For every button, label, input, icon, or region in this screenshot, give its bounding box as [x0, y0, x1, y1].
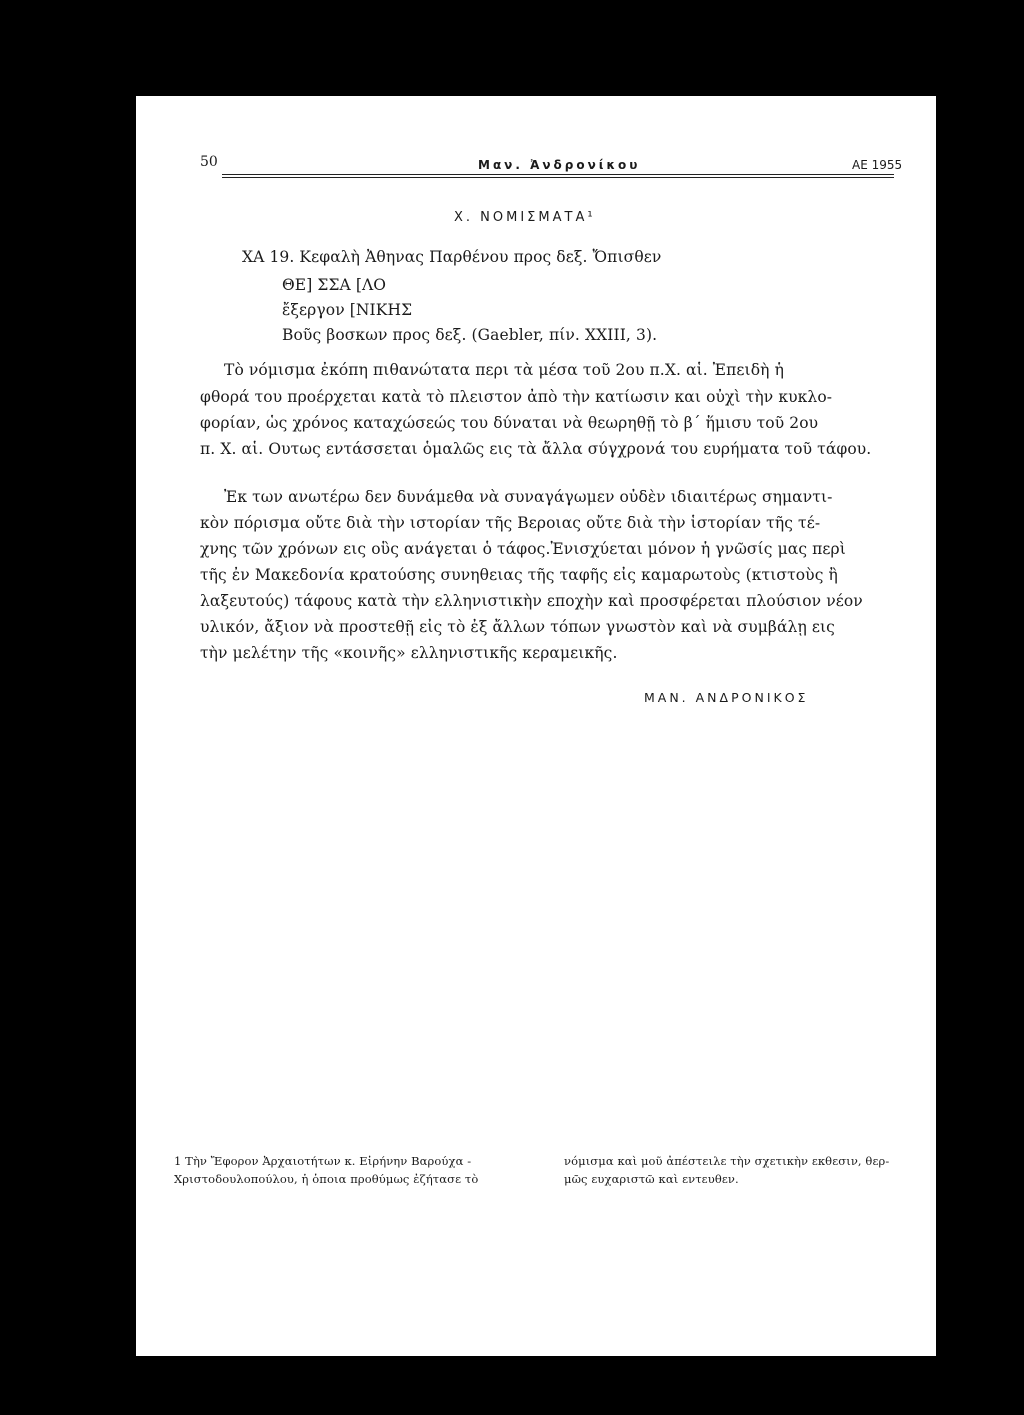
section-heading: Χ. ΝΟΜΙΣΜΑΤΑ¹ [454, 210, 596, 225]
author-signature: ΜΑΝ. ΑΝΔΡΟΝΙΚΟΣ [644, 690, 809, 705]
footnote-left-line-1: 1 Τὴν Ἔφορον Ἀρχαιοτήτων κ. Εἰρήνην Βαρούχα - [174, 1154, 472, 1168]
entry-line-2: ΘΕ] ΣΣΑ [ΛΟ [282, 276, 387, 294]
running-title: Μαν. Ἀνδρονίκου [478, 158, 641, 172]
conclusion-line-4: τῆς ἐν Μακεδονία κρατούσης συνηθειας τῆς ταφῆς εἰς καμαρωτοὺς (κτιστοὺς ἢ [200, 566, 838, 584]
header-rule-bottom [222, 177, 894, 178]
entry-line-1: ΧΑ 19. Κεφαλὴ Ἀθηνας Παρθένου προς δεξ. Ὄπισθεν [242, 248, 662, 266]
journal-ref: ΑΕ 1955 [852, 158, 903, 172]
entry-line-3: ἔξεργον [ΝΙΚΗΣ [282, 301, 413, 319]
conclusion-line-3: χνης τῶν χρόνων εις οὓς ανάγεται ὁ τάφος.Ἐνισχύεται μόνον ἡ γνῶσίς μας περὶ [200, 540, 846, 558]
dating-line-4: π. Χ. αἱ. Ουτως εντάσσεται ὁμαλῶς εις τὰ ἄλλα σύγχρονά του ευρήματα τοῦ τάφου. [200, 440, 872, 458]
conclusion-line-2: κὸν πόρισμα οὔτε διὰ τὴν ιστορίαν τῆς Βεροιας οὔτε διὰ τὴν ἱστορίαν τῆς τέ- [200, 514, 821, 532]
conclusion-line-7: τὴν μελέτην τῆς «κοινῆς» ελληνιστικῆς κεραμεικῆς. [200, 644, 618, 662]
dating-line-2: φθορά του προέρχεται κατὰ τὸ πλειστον ἀπὸ τὴν κατίωσιν και οὐχὶ τὴν κυκλο- [200, 388, 833, 406]
entry-line-4: Βοῦς βοσκων προς δεξ. (Gaebler, πίν. XXIII, 3). [282, 326, 658, 344]
conclusion-line-6: υλικόν, ἄξιον νὰ προστεθῇ εἰς τὸ ἐξ ἄλλων τόπων γνωστὸν καὶ νὰ συμβάλῃ εις [200, 618, 835, 636]
footnote-right-line-2: μῶς ευχαριστῶ καὶ εντευθεν. [564, 1172, 739, 1186]
footnote-right-line-1: νόμισμα καὶ μοῦ ἀπέστειλε τὴν σχετικὴν εκθεσιν, θερ- [564, 1154, 890, 1168]
page [136, 96, 936, 1356]
header-rule-top [222, 174, 894, 175]
dating-line-3: φορίαν, ὡς χρόνος καταχώσεώς του δύναται νὰ θεωρηθῇ τὸ β΄ ἥμισυ τοῦ 2ου [200, 414, 819, 432]
dating-line-1: Τὸ νόμισμα ἐκόπη πιθανώτατα περι τὰ μέσα τοῦ 2ου π.Χ. αἱ. Ἐπειδὴ ἡ [224, 361, 784, 379]
conclusion-line-5: λαξευτούς) τάφους κατὰ τὴν ελληνιστικὴν εποχὴν καὶ προσφέρεται πλούσιον νέον [200, 592, 863, 610]
footnote-left-line-2: Χριστοδουλοπούλου, ἡ ὁποια προθύμως ἐζήτασε τὸ [174, 1172, 479, 1186]
conclusion-line-1: Ἐκ των ανωτέρω δεν δυνάμεθα νὰ συναγάγωμεν οὐδὲν ιδιαιτέρως σημαντι- [224, 488, 833, 506]
page-number: 50 [200, 154, 218, 170]
